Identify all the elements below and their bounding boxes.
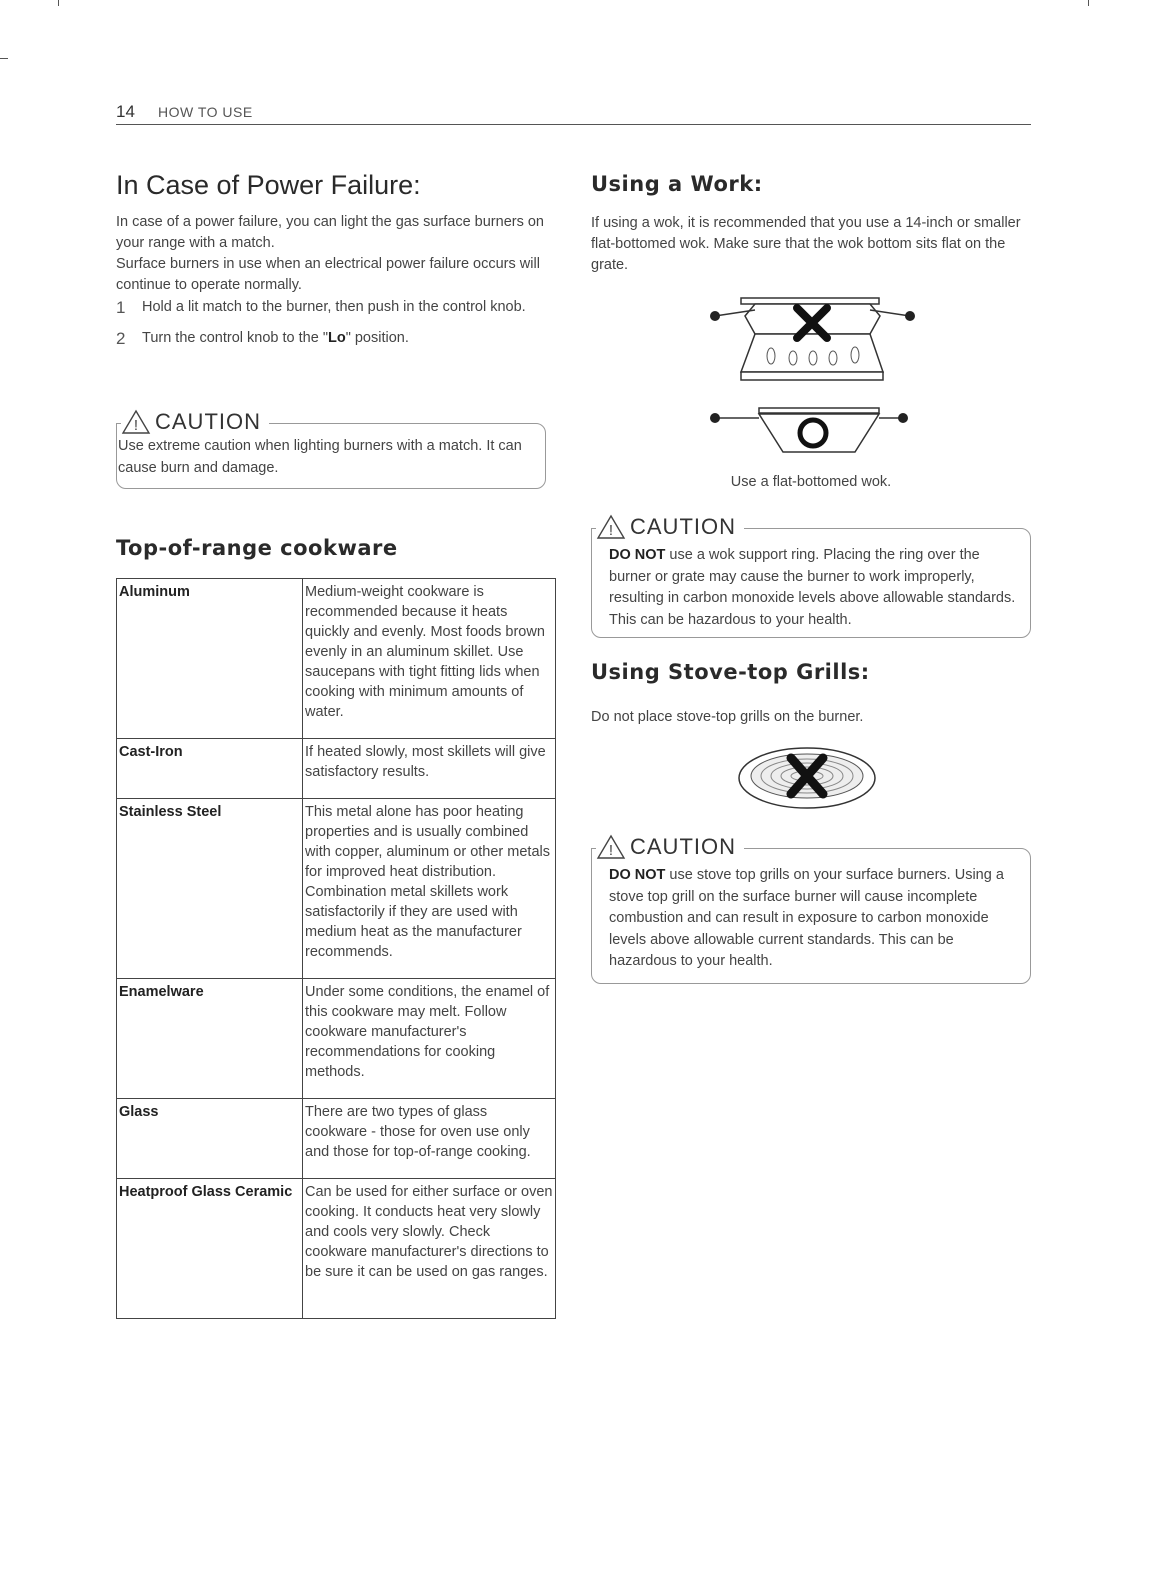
wok-flat-bottom-correct-illustration	[705, 404, 920, 462]
svg-text:!: !	[608, 522, 614, 539]
svg-text:!: !	[133, 417, 139, 434]
setting-label: Lo	[327, 330, 346, 346]
table-row	[117, 799, 556, 979]
section-title: HOW TO USE	[158, 104, 253, 120]
caution-box-match	[116, 409, 546, 489]
caution-text-body: use a wok support ring. Placing the ring over the burner or grate may cause the burner to work improperly, resulting in carbon monoxide levels above allowable standards. This can be hazardous to your health.	[609, 547, 1016, 628]
step-item	[116, 327, 556, 350]
table-row	[117, 739, 556, 799]
caution-label: CAUTION	[630, 514, 736, 539]
grill-heading: Using Stove-top Grills:	[591, 660, 870, 684]
crop-mark	[58, 0, 59, 6]
caution-text	[609, 545, 1020, 631]
step-text-part: " position.	[345, 330, 409, 346]
table-row	[117, 579, 556, 739]
wok-caption: Use a flat-bottomed wok.	[730, 474, 892, 490]
intro-paragraph: In case of a power failure, you can light the gas surface burners on your range with a match.	[116, 214, 544, 251]
svg-text:!: !	[608, 842, 614, 859]
crop-mark	[1088, 0, 1089, 6]
material-cell: Heatproof Glass Ceramic	[117, 1179, 303, 1319]
description-cell: This metal alone has poor heating properties and is usually combined with copper, aluminum or other metals for improved heat distribution. Combination metal skillets work satisfactorily if they are used with medium heat as the manufacturer recommends.	[303, 799, 556, 979]
caution-emphasis: DO NOT	[609, 867, 666, 883]
table-row	[117, 1179, 556, 1319]
stove-top-grill-incorrect-illustration	[735, 742, 880, 812]
power-failure-steps	[116, 296, 556, 358]
caution-text: Use extreme caution when lighting burners with a match. It can cause burn and damage.	[118, 438, 522, 476]
description-cell: There are two types of glass cookware - those for oven use only and those for top-of-range cooking.	[303, 1099, 556, 1179]
description-cell: If heated slowly, most skillets will give satisfactory results.	[303, 739, 556, 799]
caution-emphasis: DO NOT	[609, 547, 666, 563]
cookware-heading: Top-of-range cookware	[116, 536, 398, 560]
caution-box-grill	[591, 834, 1031, 984]
description-cell: Can be used for either surface or oven cooking. It conducts heat very slowly and cools very slowly. Check cookware manufacturer's directions to be sure it can be used on gas ranges.	[303, 1179, 556, 1319]
grill-paragraph: Do not place stove-top grills on the burner.	[591, 709, 864, 725]
description-cell: Medium-weight cookware is recommended because it heats quickly and evenly. Most foods brown evenly in an aluminum skillet. Use saucepans with tight fitting lids when cooking with minimum amounts of water.	[303, 579, 556, 739]
wok-heading: Using a Work:	[591, 172, 763, 196]
power-failure-heading: In Case of Power Failure:	[116, 170, 421, 200]
page-number: 14	[116, 102, 135, 121]
warning-triangle-icon	[121, 409, 151, 435]
intro-paragraph-2: Surface burners in use when an electrical power failure occurs will continue to operate normally.	[116, 256, 540, 293]
wok-ring-incorrect-illustration	[705, 292, 920, 384]
step-number: 2	[116, 329, 126, 348]
table-row	[117, 1099, 556, 1179]
caution-header	[596, 834, 744, 860]
caution-label: CAUTION	[155, 409, 261, 434]
cookware-table	[116, 578, 556, 1319]
crop-mark	[0, 58, 8, 59]
caution-text	[609, 865, 1020, 973]
caution-header	[596, 514, 744, 540]
step-text-part: Turn the control knob to the "	[142, 330, 328, 346]
material-cell: Glass	[117, 1099, 303, 1179]
description-cell: Under some conditions, the enamel of this cookware may melt. Follow cookware manufacturer's recommendations for cooking methods.	[303, 979, 556, 1099]
material-cell: Aluminum	[117, 579, 303, 739]
step-text: Hold a lit match to the burner, then push in the control knob.	[142, 299, 526, 315]
caution-text-body: use stove top grills on your surface burners. Using a stove top grill on the surface burner will cause incomplete combustion and can result in exposure to carbon monoxide levels above allowable current standards. This can be hazardous to your health.	[609, 867, 1004, 969]
step-number: 1	[116, 298, 126, 317]
warning-triangle-icon	[596, 834, 626, 860]
material-cell: Cast-Iron	[117, 739, 303, 799]
caution-label: CAUTION	[630, 834, 736, 859]
header-divider	[116, 124, 1031, 125]
warning-triangle-icon	[596, 514, 626, 540]
step-text	[142, 327, 409, 350]
step-item	[116, 296, 556, 319]
material-cell: Enamelware	[117, 979, 303, 1099]
wok-paragraph: If using a wok, it is recommended that you use a 14-inch or smaller flat-bottomed wok. Make sure that the wok bottom sits flat on the grate.	[591, 215, 1021, 273]
caution-box-wok	[591, 514, 1031, 638]
table-row	[117, 979, 556, 1099]
material-cell: Stainless Steel	[117, 799, 303, 979]
caution-header	[121, 409, 269, 435]
power-failure-intro	[116, 212, 556, 296]
